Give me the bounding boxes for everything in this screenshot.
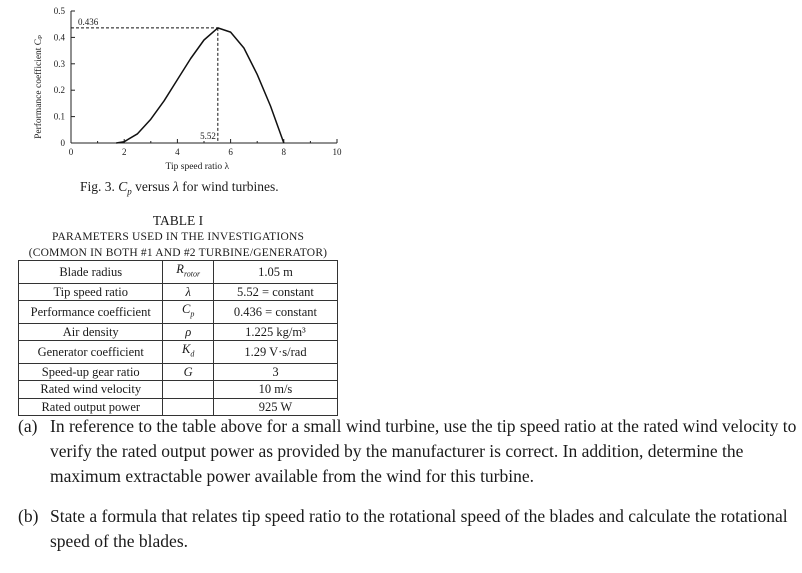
parameters-table-body <box>19 261 338 416</box>
chart-axes <box>33 6 342 172</box>
y-tick-label: 0 <box>60 138 65 148</box>
param-value: 3 <box>213 363 337 381</box>
caption-cp-sub: p <box>127 186 132 197</box>
x-axis-label: Tip speed ratio λ <box>165 162 230 172</box>
caption-mid: versus <box>131 179 174 194</box>
x-tick-label: 10 <box>332 147 342 157</box>
table-subtitle-2: (COMMON IN BOTH #1 AND #2 TURBINE/GENERATOR) <box>28 247 328 259</box>
param-symbol <box>163 398 213 416</box>
param-value: 0.436 = constant <box>213 301 337 324</box>
table-row <box>19 323 338 341</box>
param-name: Blade radius <box>19 261 163 284</box>
parameters-table <box>18 260 338 416</box>
param-symbol <box>163 261 213 284</box>
param-symbol-sub: rotor <box>183 269 201 279</box>
question-a <box>18 414 800 489</box>
param-symbol <box>163 381 213 399</box>
table-row <box>19 341 338 364</box>
caption-lambda: λ <box>173 179 179 194</box>
annotation-peak-cp: 0.436 <box>78 16 99 27</box>
y-tick-label: 0.5 <box>53 6 65 16</box>
y-tick-label: 0.4 <box>53 32 65 43</box>
annotation-peak-lambda: 5.52 <box>200 131 216 141</box>
param-symbol <box>163 341 213 364</box>
y-tick-label: 0.1 <box>53 111 65 122</box>
y-tick-label: 0.2 <box>53 85 65 96</box>
param-symbol-main: R <box>176 262 184 276</box>
param-name: Tip speed ratio <box>19 283 163 301</box>
caption-suffix: for wind turbines. <box>178 179 279 194</box>
caption-prefix: Fig. 3. <box>80 179 115 194</box>
x-tick-label: 6 <box>228 147 233 157</box>
param-value: 10 m/s <box>213 381 337 399</box>
param-name: Speed-up gear ratio <box>19 363 163 381</box>
param-name: Performance coefficient <box>19 301 163 324</box>
param-name: Rated wind velocity <box>19 381 163 399</box>
param-value: 5.52 = constant <box>213 283 337 301</box>
param-value: 925 W <box>213 398 337 416</box>
param-value: 1.29 V·s/rad <box>213 341 337 364</box>
param-symbol <box>163 323 213 341</box>
figure-caption <box>80 179 279 197</box>
param-symbol-sub: d <box>190 349 195 359</box>
question-a-text: In reference to the table above for a small wind turbine, use the tip speed ratio at the rated wind velocity to verify the rated output power as provided by the manufacturer is correct. In addition, determine the maximum extractable power available from the wind for this turbine. <box>50 416 797 486</box>
cp-vs-lambda-chart <box>0 0 360 200</box>
param-name: Generator coefficient <box>19 341 163 364</box>
x-tick-label: 4 <box>175 147 180 157</box>
table-row <box>19 283 338 301</box>
param-symbol-main: C <box>182 302 191 316</box>
x-tick-label: 0 <box>68 147 74 157</box>
param-value: 1.225 kg/m³ <box>213 323 337 341</box>
param-value: 1.05 m <box>213 261 337 284</box>
param-symbol-sub: p <box>190 309 195 319</box>
chart-marks <box>71 17 284 143</box>
param-symbol <box>163 301 213 324</box>
x-tick-label: 8 <box>281 147 287 157</box>
param-symbol <box>163 363 213 381</box>
y-axis-label: Performance coefficient Cₚ <box>34 35 44 139</box>
y-tick-label: 0.3 <box>53 58 65 69</box>
table-title: TABLE I <box>152 213 204 228</box>
question-b-text: State a formula that relates tip speed ratio to the rotational speed of the blades and calculate the rotational speed of the blades. <box>50 506 788 551</box>
table-row <box>19 363 338 381</box>
table-row <box>19 261 338 284</box>
param-name: Rated output power <box>19 398 163 416</box>
table-row <box>19 381 338 399</box>
param-symbol-main: G <box>183 364 193 379</box>
param-symbol-main: ρ <box>185 324 192 339</box>
question-b <box>18 504 800 554</box>
table-row <box>19 398 338 416</box>
question-a-label: (a) <box>18 416 38 436</box>
question-b-label: (b) <box>18 506 39 526</box>
param-name: Air density <box>19 323 163 341</box>
caption-cp: C <box>118 179 128 194</box>
cp-curve <box>116 28 284 143</box>
param-symbol-main: λ <box>185 284 191 299</box>
param-symbol <box>163 283 213 301</box>
x-tick-label: 2 <box>121 147 127 157</box>
table-row <box>19 301 338 324</box>
table-subtitle-1: PARAMETERS USED IN THE INVESTIGATIONS <box>51 231 305 243</box>
param-symbol-main: K <box>182 342 191 356</box>
